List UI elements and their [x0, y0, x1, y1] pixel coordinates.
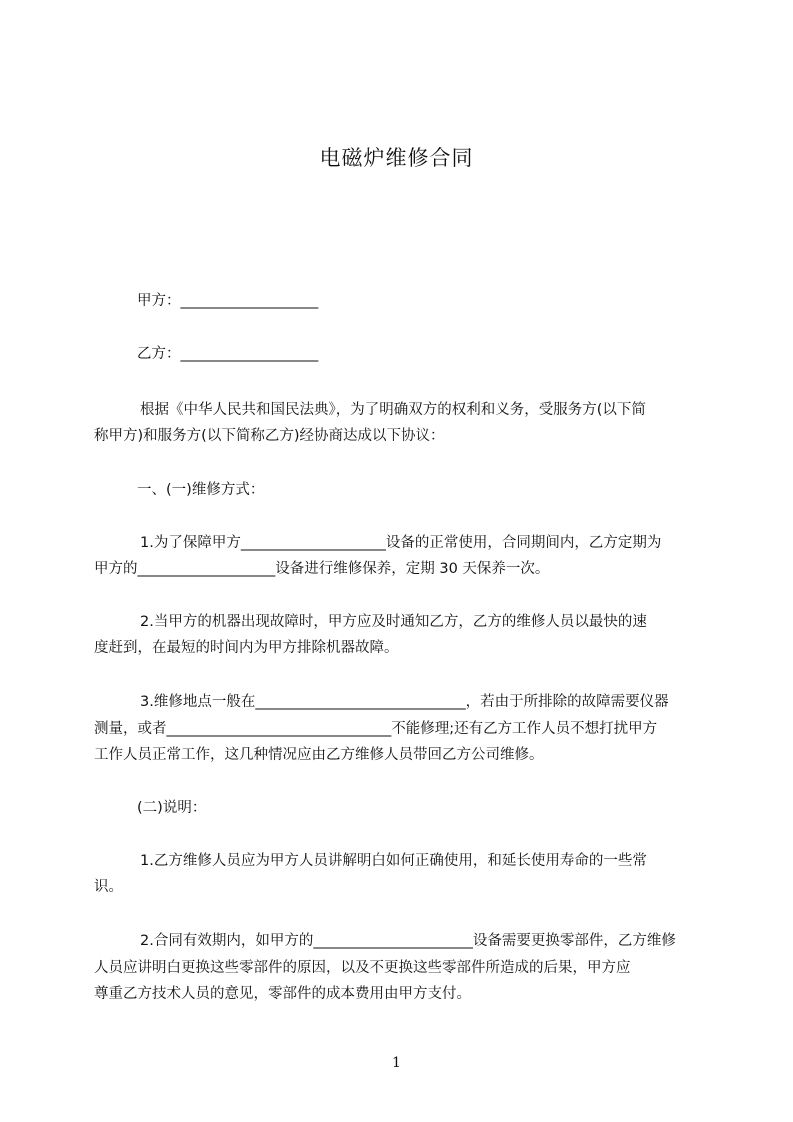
intro-line-1: 根据《中华人民共和国民法典》，为了明确双方的权利和义务，受服务方(以下简: [140, 402, 646, 418]
clause-2-2-line-3: 尊重乙方技术人员的意见，零部件的成本费用由甲方支付。: [94, 986, 471, 1002]
intro-line-2: 称甲方)和服务方(以下简称乙方)经协商达成以下协议：: [94, 428, 445, 444]
clause-1-2-line-1: 2.当甲方的机器出现故障时，甲方应及时通知乙方，乙方的维修人员以最快的速: [140, 614, 647, 630]
section-1-heading: 一、(一)维修方式：: [137, 482, 265, 498]
page-number: 1: [392, 1055, 401, 1071]
clause-1-1-line-2: 甲方的___________________设备进行维修保养，定期 30 天保养一次。: [94, 561, 550, 577]
party-b-line: 乙方：___________________: [137, 346, 319, 362]
clause-1-1-line-1: 1.为了保障甲方____________________设备的正常使用，合同期间内，乙方定期为: [140, 535, 662, 551]
document-title: 电磁炉维修合同: [319, 146, 474, 170]
clause-2-2-line-1: 2.合同有效期内，如甲方的______________________设备需要更换零部件，乙方维修: [140, 933, 676, 949]
clause-2-1-line-1: 1.乙方维修人员应为甲方人员讲解明白如何正确使用，和延长使用寿命的一些常: [140, 853, 647, 869]
clause-1-3-line-1: 3.维修地点一般在_____________________________，若由于所排除的故障需要仪器: [140, 694, 669, 710]
clause-1-3-line-3: 工作人员正常工作，这几种情况应由乙方维修人员带回乙方公司维修。: [94, 747, 544, 763]
section-2-heading: (二)说明：: [137, 800, 207, 816]
clause-2-1-line-2: 识。: [94, 879, 123, 895]
clause-2-2-line-2: 人员应讲明白更换这些零部件的原因，以及不更换这些零部件所造成的后果，甲方应: [94, 960, 631, 976]
clause-1-3-line-2: 测量，或者_______________________________不能修理;还有乙方工作人员不想打扰甲方: [94, 721, 658, 737]
clause-1-2-line-2: 度赶到，在最短的时间内为甲方排除机器故障。: [94, 640, 399, 656]
party-a-line: 甲方：___________________: [137, 293, 319, 309]
